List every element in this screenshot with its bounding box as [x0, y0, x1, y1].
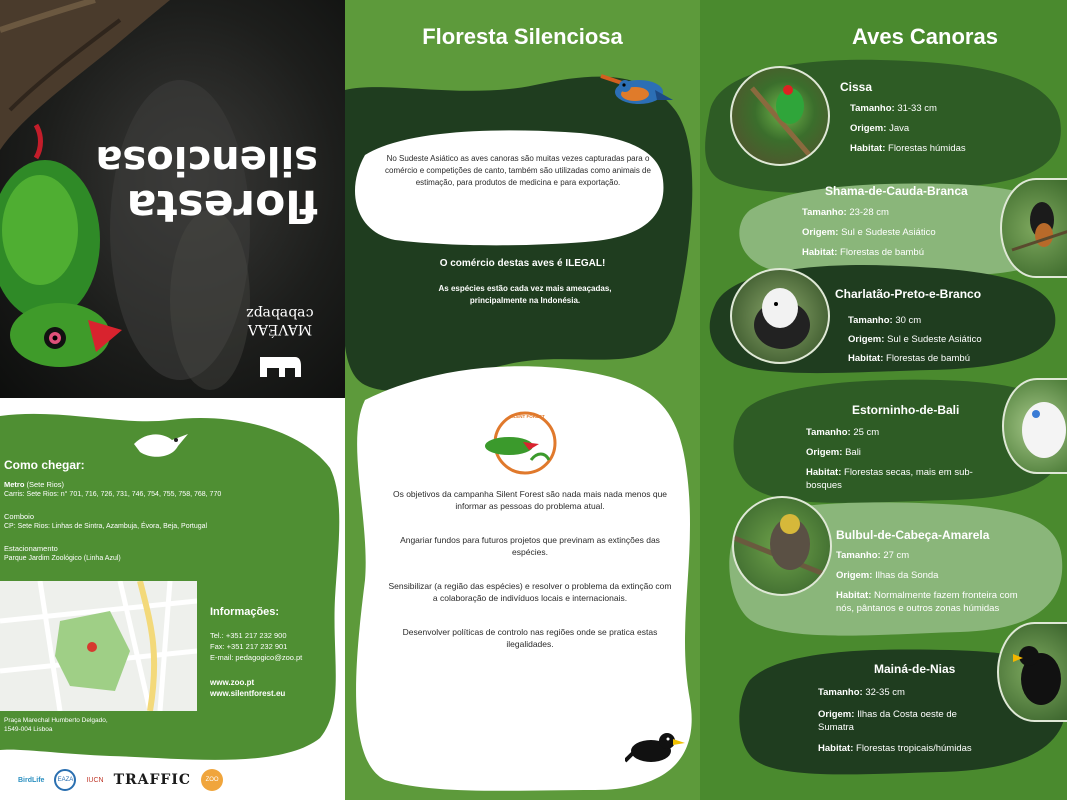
maina-photo: [997, 622, 1067, 722]
campaign-goals: [385, 488, 675, 650]
bulbul-habitat: [836, 589, 1036, 615]
size-value: 30 cm: [895, 315, 922, 326]
size-value: 25 cm: [853, 427, 880, 438]
habitat-label: Habitat:: [836, 590, 872, 601]
charlatao-origin: [848, 333, 982, 346]
kingfisher-icon: [595, 68, 675, 114]
location-map[interactable]: [0, 581, 197, 711]
goal-item: Sensibilizar (a região das espécies) e resolver o problema da extinção com a colaboração de indivíduos locais e internacionais.: [388, 581, 672, 603]
silent-forest-badge: [473, 408, 563, 478]
habitat-value: Florestas tropicais/húmidas: [856, 743, 972, 754]
white-bird-icon: [132, 428, 190, 464]
eaza-logo: EAZA: [54, 769, 76, 791]
origin-label: Origem:: [848, 334, 885, 345]
size-label: Tamanho:: [850, 103, 895, 114]
habitat-label: Habitat:: [818, 743, 854, 754]
size-label: Tamanho:: [802, 207, 847, 218]
partner-logos: [18, 766, 338, 794]
fax-text: Fax: +351 217 232 901: [210, 642, 288, 651]
size-label: Tamanho:: [848, 315, 893, 326]
cissa-habitat: [850, 142, 966, 155]
habitat-label: Habitat:: [848, 353, 884, 364]
back-panel: [0, 398, 345, 800]
elephant-logo-icon: [255, 352, 305, 382]
train-label: Comboio: [4, 512, 35, 521]
estorninho-photo: [1002, 378, 1067, 474]
shama-size: [802, 206, 889, 219]
directions-heading: Como chegar:: [4, 458, 85, 472]
bird-name-shama: Shama-de-Cauda-Branca: [825, 184, 968, 198]
maina-origin: [818, 708, 988, 734]
origin-value: Ilhas da Costa oeste de Sumatra: [818, 709, 957, 733]
origin-label: Origem:: [850, 123, 887, 134]
contact-list: [210, 630, 340, 699]
origin-label: Origem:: [802, 227, 839, 238]
goal-item: Angariar fundos para futuros projetos que previnam as extinções das espécies.: [400, 535, 660, 557]
cover-panel: [0, 0, 345, 398]
bird-name-cissa: Cissa: [840, 80, 873, 94]
badge-label: SILENT FOREST: [509, 414, 545, 419]
habitat-value: Florestas húmidas: [888, 143, 966, 154]
origin-value: Bali: [845, 447, 861, 458]
cissa-size: [850, 102, 937, 115]
origin-label: Origem:: [836, 570, 873, 581]
charlatao-size: [848, 314, 921, 327]
estorninho-habitat: [806, 466, 996, 492]
zoo-small-logo: ZOO: [201, 769, 223, 791]
illegal-notice: O comércio destas aves é ILEGAL!: [439, 258, 606, 269]
habitat-value: Florestas de bambú: [886, 353, 970, 364]
directions-list: [4, 480, 274, 564]
black-bird-icon: [625, 725, 687, 767]
estorninho-size: [806, 426, 879, 439]
maina-habitat: [818, 742, 978, 755]
cover-title-line1: floresta: [126, 180, 318, 231]
size-value: 27 cm: [883, 550, 910, 561]
train-line: CP: Sete Rios: Linhas de Sintra, Azambuja, Évora, Beja, Portugal: [4, 523, 208, 530]
size-label: Tamanho:: [836, 550, 881, 561]
map-pin-icon: [87, 642, 97, 652]
size-value: 32-35 cm: [865, 687, 905, 698]
cover-title-line2: silenciosa: [95, 137, 318, 183]
habitat-label: Habitat:: [806, 467, 842, 478]
maina-size: [818, 686, 905, 699]
shama-habitat: [802, 246, 924, 259]
goal-item: Os objetivos da campanha Silent Forest são nada mais nada menos que informar as pessoas do problema atual.: [392, 489, 668, 511]
metro-label: Metro: [4, 480, 25, 489]
info-heading: Informações:: [210, 606, 280, 618]
right-title: Aves Canoras: [852, 24, 998, 49]
habitat-label: Habitat:: [802, 247, 838, 258]
parking-label: Estacionamento: [4, 544, 58, 553]
cover-title: [78, 128, 318, 231]
charlatao-photo: [730, 268, 830, 364]
silentforest-link[interactable]: www.silentforest.eu: [210, 689, 286, 698]
habitat-label: Habitat:: [850, 143, 886, 154]
origin-label: Origem:: [806, 447, 843, 458]
bulbul-origin: [836, 569, 938, 582]
origin-label: Origem:: [818, 709, 855, 720]
email-link[interactable]: E-mail: pedagogico@zoo.pt: [210, 653, 303, 662]
estorninho-origin: [806, 446, 861, 459]
tel-text: Tel.: +351 217 232 900: [210, 631, 287, 640]
zoo-logo-text: MAVÉAΛ cɐbɐbɐpz: [246, 305, 314, 337]
threat-notice: As espécies estão cada vez mais ameaçadas, principalmente na Indonésia.: [438, 284, 612, 305]
origin-value: Java: [889, 123, 910, 134]
goal-item: Desenvolver políticas de controlo nas regiões onde se pratica estas ilegalidades.: [402, 627, 658, 649]
shama-origin: [802, 226, 936, 239]
bulbul-photo: [732, 496, 832, 596]
habitat-value: Florestas de bambú: [840, 247, 924, 258]
zoo-logo: [230, 305, 330, 337]
shama-photo: [1000, 178, 1067, 278]
cissa-origin: [850, 122, 909, 135]
origin-value: Ilhas da Sonda: [875, 570, 939, 581]
size-value: 23-28 cm: [849, 207, 889, 218]
birdlife-logo: BirdLife: [18, 776, 45, 784]
size-value: 31-33 cm: [897, 103, 937, 114]
origin-value: Sul e Sudeste Asiático: [841, 227, 936, 238]
size-label: Tamanho:: [806, 427, 851, 438]
metro-line: [4, 480, 274, 490]
traffic-logo: TRAFFIC: [113, 772, 192, 788]
center-blobs: [345, 0, 700, 800]
bus-line: Carris: Sete Rios: n° 701, 716, 726, 731, 746, 754, 755, 758, 768, 770: [4, 491, 222, 498]
iucn-logo: IUCN: [86, 776, 104, 784]
habitat-value: Normalmente fazem fronteira com nós, pântanos e outros zonas húmidas: [836, 590, 1018, 614]
charlatao-habitat: [848, 352, 970, 365]
cissa-photo: [730, 66, 830, 166]
bird-name-estorninho: Estorninho-de-Bali: [852, 403, 960, 417]
origin-value: Sul e Sudeste Asiático: [887, 334, 982, 345]
bird-name-charlatao: Charlatão-Preto-e-Branco: [835, 287, 982, 301]
metro-value: (Sete Rios): [26, 480, 65, 489]
size-label: Tamanho:: [818, 687, 863, 698]
bird-name-maina: Mainá-de-Nias: [874, 662, 956, 676]
website-link[interactable]: www.zoo.pt: [210, 678, 255, 687]
bulbul-size: [836, 549, 909, 562]
intro-paragraph: No Sudeste Asiático as aves canoras são muitas vezes capturadas para o comércio e competições de canto, também são utilizadas como animais de estimação, para produtos de medicina e para exportação.: [385, 154, 651, 187]
parking-line: Parque Jardim Zoológico (Linha Azul): [4, 555, 121, 562]
habitat-value: Florestas secas, mais em sub-bosques: [806, 467, 973, 491]
center-panel: [345, 0, 700, 800]
center-title: Floresta Silenciosa: [422, 24, 623, 49]
right-panel: [700, 0, 1067, 800]
bird-name-bulbul: Bulbul-de-Cabeça-Amarela: [836, 528, 990, 542]
address-text: Praça Marechal Humberto Delgado, 1549-004 Lisboa: [4, 717, 108, 733]
